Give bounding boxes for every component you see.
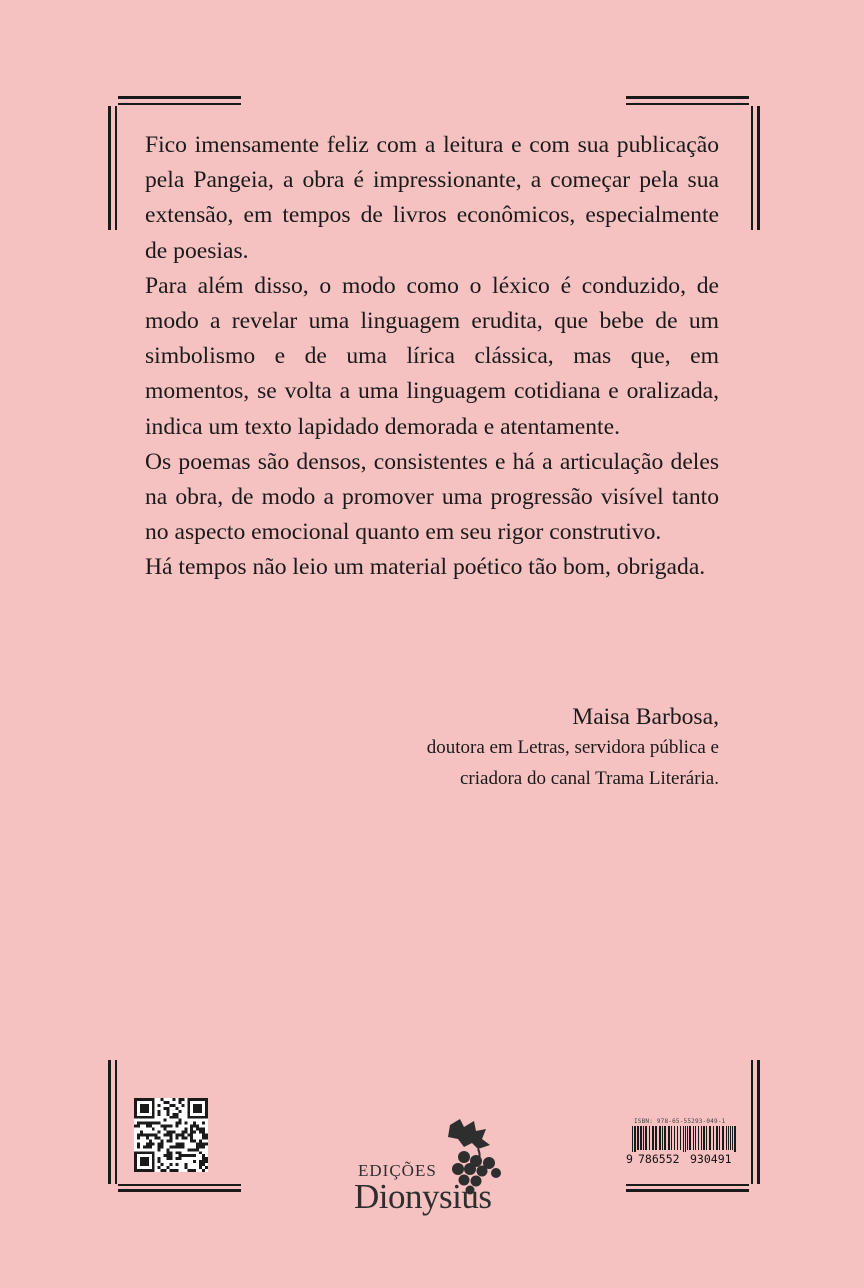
barcode-digits: 786552 (638, 1152, 680, 1166)
paragraph: Para além disso, o modo como o léxico é conduzido, de modo a revelar uma linguagem erudita, que bebe de um simbolismo e de uma lírica clássica, mas que, em momentos, se volta a uma linguagem cotidiana e oralizada, indica um texto lapidado demorada e atentamente. (145, 272, 719, 440)
author-credential: doutora em Letras, servidora pública e (426, 737, 719, 758)
logo-edicoes: EDIÇÕES (358, 1161, 437, 1180)
publisher-logo (352, 1115, 512, 1225)
author-credential: criadora do canal Trama Literária. (459, 768, 719, 789)
author-name: Maisa Barbosa, (572, 704, 719, 730)
isbn-barcode (628, 1118, 742, 1170)
qr-code-icon (134, 1098, 208, 1172)
isbn-label: ISBN: 978-65-55293-049-1 (634, 1118, 726, 1125)
barcode-digits: 930491 (690, 1152, 732, 1166)
signature (427, 702, 719, 794)
paragraph: Fico imensamente feliz com a leitura e com sua publicação pela Pangeia, a obra é impressionante, a começar pela sua extensão, em tempos de livros econômicos, especialmente de poesias. (145, 132, 719, 264)
paragraph: Há tempos não leio um material poético tão bom, obrigada. (145, 554, 706, 581)
paragraph: Os poemas são densos, consistentes e há a articulação deles na obra, de modo a promover uma progressão visível tanto no aspecto emocional quanto em seu rigor construtivo. (145, 448, 719, 546)
logo-brand: Dionysius (354, 1177, 492, 1216)
review-text (145, 128, 719, 586)
barcode-digit: 9 (626, 1152, 633, 1166)
